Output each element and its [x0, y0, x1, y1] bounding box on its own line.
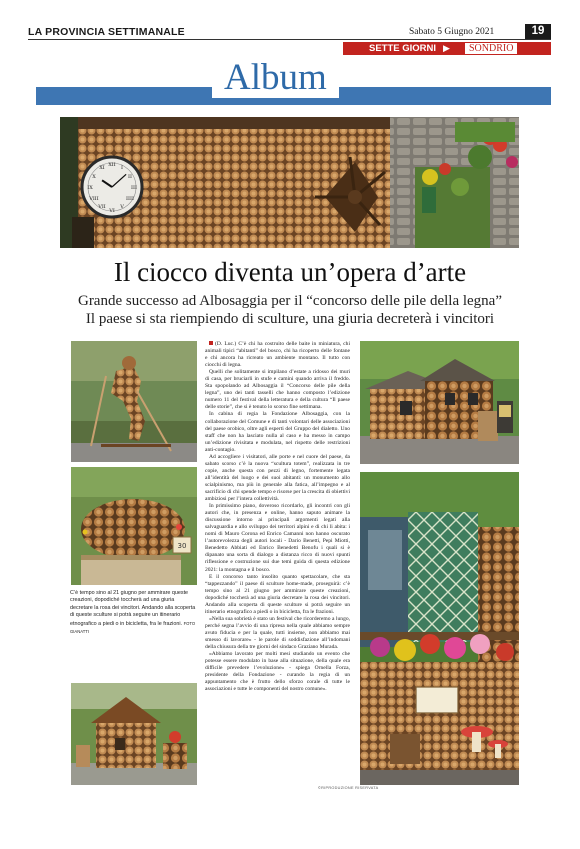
article-paragraph: In cabina di regia la Fondazione Albosaggia, con la collaborazione del Comune e di tanti volontari delle associazioni del paese orobico, oltre agli esperti del Gruppo del dialetto. Uno staff che non ha lasciato nulla al caso e ha messo in campo un’edizione rivisitata e modulata, nel rispetto delle restrizioni anti-contagio. — [205, 411, 350, 453]
clock-numeral-vi: VI — [109, 208, 115, 214]
photo-hedgehog-sculture — [71, 467, 197, 585]
issue-date: Sabato 5 Giugno 2021 — [409, 27, 495, 37]
clock-numeral-v: V — [120, 204, 124, 210]
subhead-line-1: Grande successo ad Albosaggia per il “concorso delle pile della legna” — [77, 293, 502, 309]
photo-trellis-flowers — [360, 472, 519, 785]
article-paragraph — [205, 341, 350, 369]
clock-numeral-iiii: IIII — [126, 196, 134, 202]
subhead — [40, 292, 540, 328]
photo-credit: FOTO GIANATTI — [70, 620, 196, 635]
clock-numeral-ix: IX — [87, 185, 93, 191]
header-rule — [28, 39, 551, 40]
clock-numeral-xi: XI — [99, 165, 105, 171]
article-paragraph: Quelli che solitamente si impilano d’estate a ridosso dei muri di casa, per bruciarli in stufe e camini quando arriva il freddo. Sta spopolando ad Albosaggia il “Concorso delle pile della legna”, uno dei tanti tasselli che hanno composto l’edizione numero 11 del festival della letteratura e della cultura “Il paese delle storie”, che si è tenuto lo scorso fine settimana. — [205, 369, 350, 411]
photo-woodpile-clock — [60, 117, 519, 248]
photo-woodpile-hut — [71, 683, 197, 785]
article-body — [205, 341, 350, 783]
section-bar — [343, 42, 551, 55]
article-paragraph-text: (D. Luc.) C’è chi ha costruito delle baite in miniatura, chi animali tipici “abitanti” del bosco, chi ha ricoperto delle fontane e chi ancora ha ricreato un ambiente montano. Il tutto con ciocchi di legna. — [205, 341, 350, 369]
clock-numeral-viii: VIII — [89, 196, 99, 202]
number-sign-text: 30 — [177, 542, 187, 550]
article-paragraph: E il concorso tanto insolito quanto spettacolare, che sta “tappezzando” il paese di sculture home-made, proseguirà: c’è tempo sino al 21 giugno per ammirare queste creazioni, dopodiché toccherà ad una giuria decretare la rosa dei vincitori. Andando alla scoperta di queste sculture si potrà seguire un itinerario etnografico a piedi o in bicicletta, fra le frazioni. — [205, 573, 350, 615]
article-paragraph: In primissimo piano, doveroso ricordarlo, gli incontri con gli autori che, in presenza e online, hanno saputo animare la discussione intorno ai principali argomenti legati alla salvaguardia e allo sviluppo dei territori alpini e di chi li abita: i nomi di Mauro Corona ed Enrico Camanni non hanno oscurato l’autorevolezza degli autori locali - Dario Benetti, Pepi Miotti, Benedetto Abbiati ed Enrico Benedetti Benofu i quali si è dipanato una sorta di dialogo a distanza ricco di nuovi spunti riflessione e costruzione sui due temi guida di questa edizione 2021: la montagna e il bosco. — [205, 503, 350, 573]
article-paragraph: «Nella sua sobrietà è stato un festival che ricorderemo a lungo, perché segna l’avvio di una ripresa nella quale abbiamo sempre avuto fiducia e per la quale, tutti insieme, non abbiamo mai smesso di lavorare» - le parole di soddisfazione all’indomani della chiusura della tre giorni del sindaco Graziano Murada. — [205, 615, 350, 651]
photo-caption — [70, 590, 196, 636]
caption-text: C’è tempo sino al 21 giugno per ammirare queste creazioni, dopodiché toccherà ad una giuria decretare la rosa dei vincitori. Andando alla scoperta di queste sculture si potrà seguire un itinerario etnografico a piedi o in bicicletta, fra le frazioni. — [70, 590, 196, 627]
article-paragraph: Ad accogliere i visitatori, alle porte e nel cuore del paese, da sabato scorso c’è la nuova “scultura totem”, realizzata in tre copie, anche questa con pezzi di legno, fortemente legata all’identità del luogo e dei suoi abitanti: un monumento allo scialpinismo, ma più in generale alla fatica, all’impegno e al sacrificio di chi spende tempo e risorse per la crescita di obiettivi ambiziosi per l’intera collettività. — [205, 453, 350, 503]
reproduction-notice: ©RIPRODUZIONE RISERVATA — [318, 786, 379, 790]
section-label: SETTE GIORNI — [369, 43, 437, 54]
article-paragraph: «Abbiamo lavorato per molti mesi studiando un evento che potesse essere modulato in base alla situazione, della quale era difficile prevedere l’evoluzione» - spiega Ornella Forza, presidente della Fondazione - curando la regia di un appuntamento che è frutto dello sforzo corale di tutte le associazioni e tutte le componenti del nostro comune». — [205, 651, 350, 693]
album-title: Album — [212, 58, 339, 98]
clock-numeral-i: I — [121, 165, 123, 171]
bullet-square-icon — [209, 341, 213, 345]
subhead-line-2: Il paese si sta riempiendo di sculture, una giuria decreterà i vincitori — [85, 311, 495, 327]
clock-numeral-vii: VII — [98, 204, 106, 210]
page-number: 19 — [525, 24, 551, 39]
clock-numeral-xii: XII — [108, 162, 116, 168]
photo-skier-sculture — [71, 341, 197, 462]
clock-numeral-iii: III — [131, 185, 137, 191]
masthead: LA PROVINCIA SETTIMANALE — [28, 26, 185, 38]
clock-numeral-x: X — [92, 174, 96, 180]
clock-numeral-ii: II — [128, 174, 132, 180]
headline: Il ciocco diventa un’opera d’arte — [113, 257, 467, 287]
photo-miniature-chalet — [360, 341, 519, 464]
section-location: SONDRIO — [465, 43, 517, 54]
section-arrow-icon: ▶ — [443, 43, 450, 53]
